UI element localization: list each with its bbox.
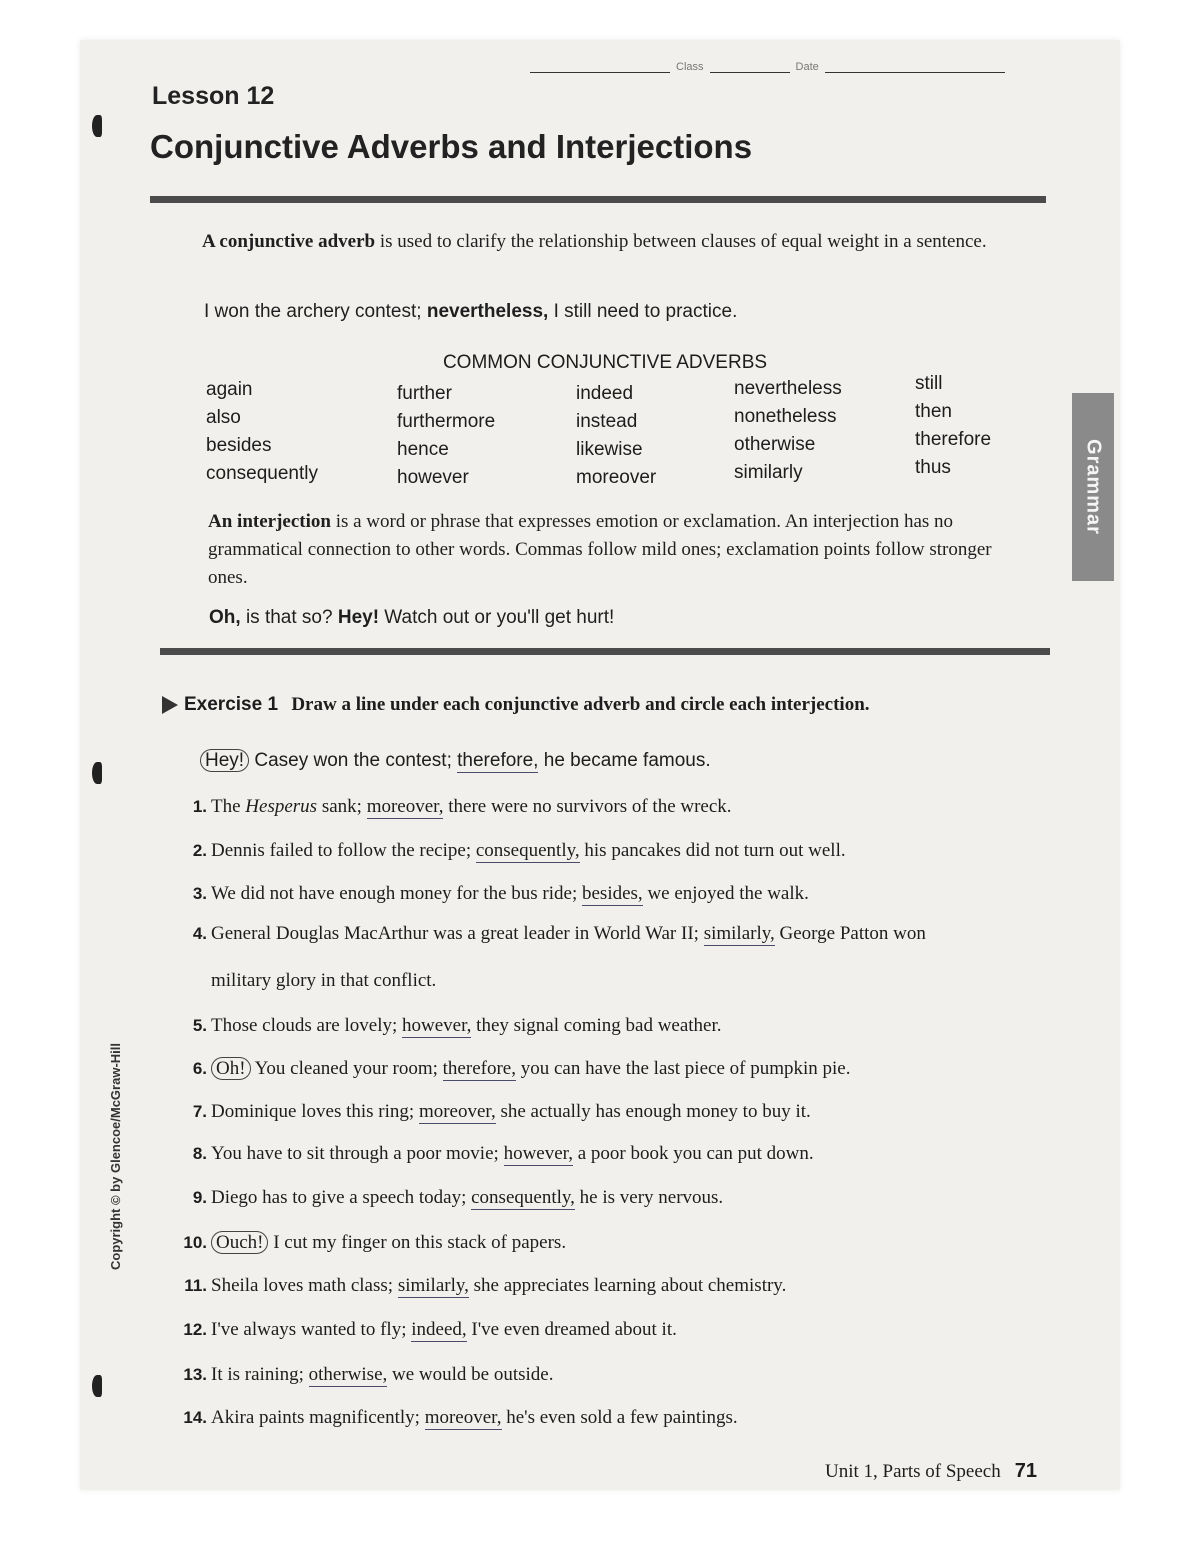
definition-term: An interjection [208,511,331,532]
lesson-title: Conjunctive Adverbs and Interjections [150,128,753,165]
adverb-word: nonetheless [734,406,837,427]
underlined-adverb: besides, [582,883,643,904]
exercise-heading [162,694,870,716]
underlined-adverb: however, [402,1015,472,1036]
adverb-column-3 [576,380,656,492]
underlined-adverb: indeed, [411,1319,467,1340]
underlined-adverb: similarly, [703,923,775,944]
adverb-table-heading: COMMON CONJUNCTIVE ADVERBS [442,352,768,373]
binder-mark [92,115,102,137]
adverb-column-2 [397,380,495,492]
adverb-word: similarly [734,462,803,483]
definition-term: A conjunctive adverb [202,231,376,252]
conjunctive-adverb-definition: A conjunctive adverb is used to clarify the relationship between clauses of equal weight in a sentence. [202,231,987,252]
exercise-item-4-continued: military glory in that conflict. [211,970,437,991]
triangle-bullet-icon [162,696,178,714]
underlined-adverb: moreover, [418,1101,496,1122]
adverb-column-1 [206,376,318,488]
adverb-word: indeed [576,383,634,404]
underlined-adverb: consequently, [471,1187,575,1208]
adverb-word: thus [915,457,951,478]
adverb-word: however [397,467,469,488]
page-number: 71 [1014,1460,1037,1482]
adverb-word: instead [576,411,638,432]
exercise-item-12: 12. I've always wanted to fly; indeed, I've even dreamed about it. [183,1319,677,1340]
adverb-word: still [915,373,943,394]
adverb-word: then [915,401,952,422]
underlined-adverb: consequently, [475,840,580,861]
exercise-item-2: 2. Dennis failed to follow the recipe; consequently, his pancakes did not turn out well. [192,840,846,861]
underlined-adverb: similarly, [397,1275,469,1296]
adverb-word: again [206,379,253,400]
exercise-item-1: 1. The Hesperus sank; moreover, there were no survivors of the wreck. [192,796,732,817]
top-divider [150,196,1046,203]
underlined-adverb: therefore, [442,1058,516,1079]
underlined-adverb: otherwise, [308,1364,388,1385]
adverb-column-4 [734,375,842,487]
exercise-item-9: 9. Diego has to give a speech today; consequently, he is very nervous. [192,1187,724,1208]
date-label: Date [795,61,819,73]
underlined-adverb: therefore, [457,750,539,771]
unit-label: Unit 1, Parts of Speech [825,1461,1001,1482]
adverb-word: nevertheless [734,378,842,399]
lesson-number: Lesson 12 [152,82,275,110]
interjection-example: Oh, is that so? Hey! Watch out or you'll get hurt! [209,607,615,628]
circled-interjection: Ouch! [211,1231,268,1254]
name-class-date-line [530,55,1050,73]
circled-interjection: Oh! [211,1057,251,1080]
adverb-word: hence [397,439,449,460]
bottom-divider [160,648,1050,655]
page-footer [825,1460,1037,1483]
exercise-sample: Hey! Casey won the contest; therefore, he became famous. [200,748,711,774]
binder-mark [92,1375,102,1397]
exercise-instruction: Draw a line under each conjunctive adverb and circle each interjection. [291,694,870,715]
side-tab-label: Grammar [1082,439,1105,535]
conjunctive-adverb-example: I won the archery contest; nevertheless, I still need to practice. [204,301,738,322]
adverb-column-5 [915,370,991,482]
class-label: Class [676,61,704,73]
exercise-item-8: 8. You have to sit through a poor movie; however, a poor book you can put down. [192,1143,814,1164]
exercise-item-6: 6. Oh! You cleaned your room; therefore, you can have the last piece of pumpkin pie. [192,1058,851,1079]
adverb-word: also [206,407,241,428]
adverb-word: furthermore [397,411,496,432]
adverb-word: besides [206,435,272,456]
exercise-item-7: 7. Dominique loves this ring; moreover, she actually has enough money to buy it. [192,1101,811,1122]
underlined-adverb: however, [503,1143,573,1164]
exercise-item-3: 3. We did not have enough money for the bus ride; besides, we enjoyed the walk. [192,883,809,904]
adverb-word: moreover [576,467,657,488]
exercise-item-10: 10. Ouch! I cut my finger on this stack of papers. [183,1232,567,1253]
exercise-item-14: 14. Akira paints magnificently; moreover, he's even sold a few paintings. [183,1407,738,1428]
exercise-item-5: 5. Those clouds are lovely; however, they signal coming bad weather. [192,1015,722,1036]
underlined-adverb: moreover, [424,1407,502,1428]
underlined-adverb: moreover, [366,796,444,817]
adverb-word: consequently [206,463,318,484]
exercise-item-4: 4. General Douglas MacArthur was a great leader in World War II; similarly, George Patton won [192,923,926,944]
exercise-item-13: 13. It is raining; otherwise, we would be outside. [183,1364,554,1385]
adverb-word: otherwise [734,434,816,455]
interjection-definition: An interjection is a word or phrase that expresses emotion or exclamation. An interjection has no grammatical connection to other words. Commas follow mild ones; exclamation points follow stronger ones. [208,511,992,588]
exercise-item-11: 11. Sheila loves math class; similarly, she appreciates learning about chemistry. [184,1275,787,1296]
binder-mark [92,762,102,784]
adverb-word: therefore [915,429,992,450]
exercise-label: Exercise 1 [184,694,279,715]
copyright-notice: Copyright © by Glencoe/McGraw-Hill [108,1043,123,1270]
grammar-side-tab [1072,393,1114,581]
circled-interjection: Hey! [200,749,249,772]
adverb-word: further [397,383,452,404]
adverb-word: likewise [576,439,643,460]
